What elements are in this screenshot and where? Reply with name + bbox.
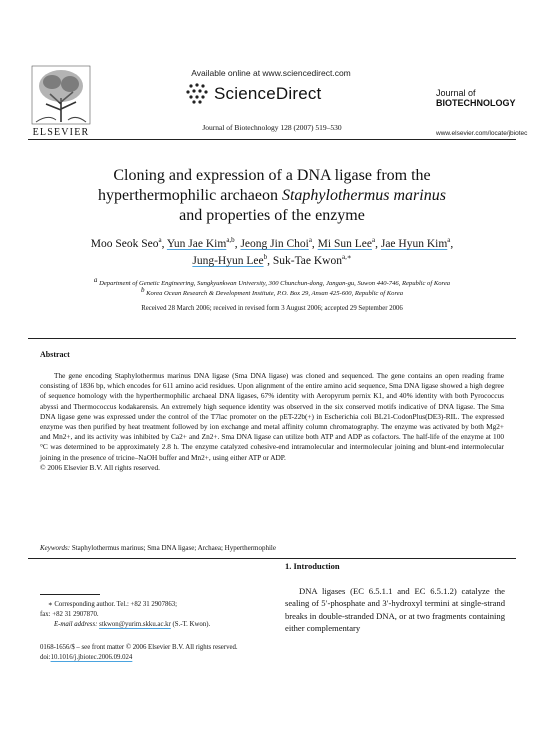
journal-title (436, 88, 516, 108)
affiliation-text: Korea Ocean Research & Development Institute, P.O. Box 29, Ansan 425-600, Republic of Korea (146, 290, 404, 297)
abstract-rule (28, 338, 516, 339)
author-separator: , (311, 238, 318, 250)
author-line-2 (40, 253, 504, 270)
front-matter (40, 643, 280, 663)
article-title (60, 166, 484, 226)
author-link[interactable]: Yun Jae Kim (166, 238, 227, 250)
author-affil-mark: a (308, 236, 312, 245)
author-list (40, 236, 504, 270)
doi-label: doi: (40, 654, 51, 661)
doi-link[interactable]: 10.1016/j.jbiotec.2006.09.024 (50, 654, 133, 661)
author-link[interactable]: Jae Hyun Kim (380, 238, 448, 250)
title-line-3: and properties of the enzyme (179, 207, 365, 224)
email-link[interactable]: stkwon@yurim.skku.ac.kr (99, 621, 171, 628)
abstract-text: The gene encoding Staphylothermus marinus DNA ligase (Sma DNA ligase) was cloned and sequenced. The gene contains an open reading frame consisting of 1836 bp, which encodes for 611 amino acid residues. Upon alignment of the entire amino acid sequence, Sma DNA ligase showed a high degree of sequence homology with the hyperthermophilic archaeal DNA ligases, 67% identity with Aeropyrum pernix K1, and 40% identity with both Pyrococcus abyssi and Thermococcus kodakarensis. An extremely high sequence identity was observed in the six conserved motifs indicative of DNA ligase. The Sma DNA ligase gene was expressed under the control of the T7lac promoter on the pET-22b(+) in Escherichia coli BL21-CodonPlus(DE3)-RIL. The expressed enzyme was then purified by heat treatment followed by ion exchange and metal affinity column chromatography. The enzyme was activated by both Mg2+ and Mn2+, and its activity was inhibited by Ca2+ and Zn2+. Sma DNA ligase can utilize both ATP and ADP as cofactors. The half-life of the enzyme at 100 °C was determined to be approximately 2.8 h. The enzyme catalyzed cohesive-end intramolecular and intermolecular joining and blunt-end intermolecular joining in the presence of tricine–NaOH buffer and Mn2+, using either ATP or ADP. (40, 371, 504, 462)
author-separator: , (267, 255, 273, 267)
keywords (40, 544, 504, 552)
author-name: Moo Seok Seo (90, 238, 159, 250)
issn-line: 0168-1656/$ – see front matter © 2006 Elsevier B.V. All rights reserved. (40, 644, 238, 651)
abstract-body (40, 371, 504, 473)
title-line-2-text: hyperthermophilic archaeon (98, 187, 282, 204)
header-rule (28, 139, 516, 140)
title-species: Staphylothermus marinus (281, 187, 446, 204)
author-separator: , (450, 238, 454, 250)
author-separator: , (161, 238, 167, 250)
affiliation-b (40, 285, 504, 299)
author-link[interactable]: Jeong Jin Choi (240, 238, 309, 250)
footnote-line-1: ∗ Corresponding author. Tel.: +82 31 2907863; (48, 601, 178, 608)
received-dates: Received 28 March 2006; received in revised form 3 August 2006; accepted 29 September 2006 (141, 305, 403, 312)
author-link[interactable]: Mi Sun Lee (317, 238, 372, 250)
journal-url[interactable]: www.elsevier.com/locate/jbiotec (436, 130, 528, 137)
footnote-line-2: fax: +82 31 2907870. (40, 611, 99, 618)
available-online-text: Available online at www.sciencedirect.com (191, 68, 351, 78)
author-affil-mark: a (158, 236, 162, 245)
author-link[interactable]: Jung-Hyun Lee (192, 255, 264, 267)
abstract-heading: Abstract (40, 350, 70, 359)
title-line-1: Cloning and expression of a DNA ligase from the (113, 167, 431, 184)
author-separator: , (234, 238, 241, 250)
affiliation-mark: a (93, 275, 98, 284)
author-affil-mark: a,∗ (341, 253, 352, 262)
title-line-2 (60, 186, 484, 206)
journal-title-line-1: Journal of (436, 88, 476, 98)
keywords-rule (28, 558, 516, 559)
publisher-name: ELSEVIER (32, 127, 90, 138)
affiliation-text: Department of Genetic Engineering, Sungkyunkwan University, 300 Chunchun-dong, Jangan-gu, Suwon 440-746, Republic of Korea (99, 280, 451, 287)
footnote-rule (40, 594, 100, 595)
doi-line (40, 653, 280, 663)
footnote-email (40, 620, 270, 630)
keywords-label: Keywords: (40, 544, 71, 552)
author-affil-mark: a (447, 236, 451, 245)
affiliation-mark: b (140, 285, 145, 294)
email-label: E-mail address: (54, 621, 98, 628)
abstract-copyright: © 2006 Elsevier B.V. All rights reserved. (40, 462, 160, 472)
sciencedirect-wordmark: ScienceDirect (214, 84, 322, 103)
journal-title-line-2: BIOTECHNOLOGY (436, 98, 516, 108)
affiliation-a (40, 275, 504, 289)
intro-heading: 1. Introduction (285, 561, 340, 571)
author-separator: , (375, 238, 381, 250)
keywords-list: Staphylothermus marinus; Sma DNA ligase; Archaea; Hyperthermophile (71, 544, 276, 552)
author-line-1 (40, 236, 504, 253)
email-who: (S.-T. Kwon). (172, 621, 211, 628)
corresponding-footnote (40, 600, 270, 630)
author-affil-mark: a,b (226, 236, 235, 245)
journal-citation: Journal of Biotechnology 128 (2007) 519–530 (202, 123, 342, 132)
author-name: Suk-Tae Kwon (272, 255, 342, 267)
intro-body: DNA ligases (EC 6.5.1.1 and EC 6.5.1.2) catalyze the sealing of 5′-phosphate and 3′-hydroxyl termini at single-strand breaks in double-stranded DNA, or at two fragments containing either complementary (285, 586, 505, 633)
author-affil-mark: a (371, 236, 376, 245)
affiliations (40, 275, 504, 299)
author-affil-mark: b (263, 253, 268, 262)
elsevier-tree-logo-icon (28, 64, 94, 134)
